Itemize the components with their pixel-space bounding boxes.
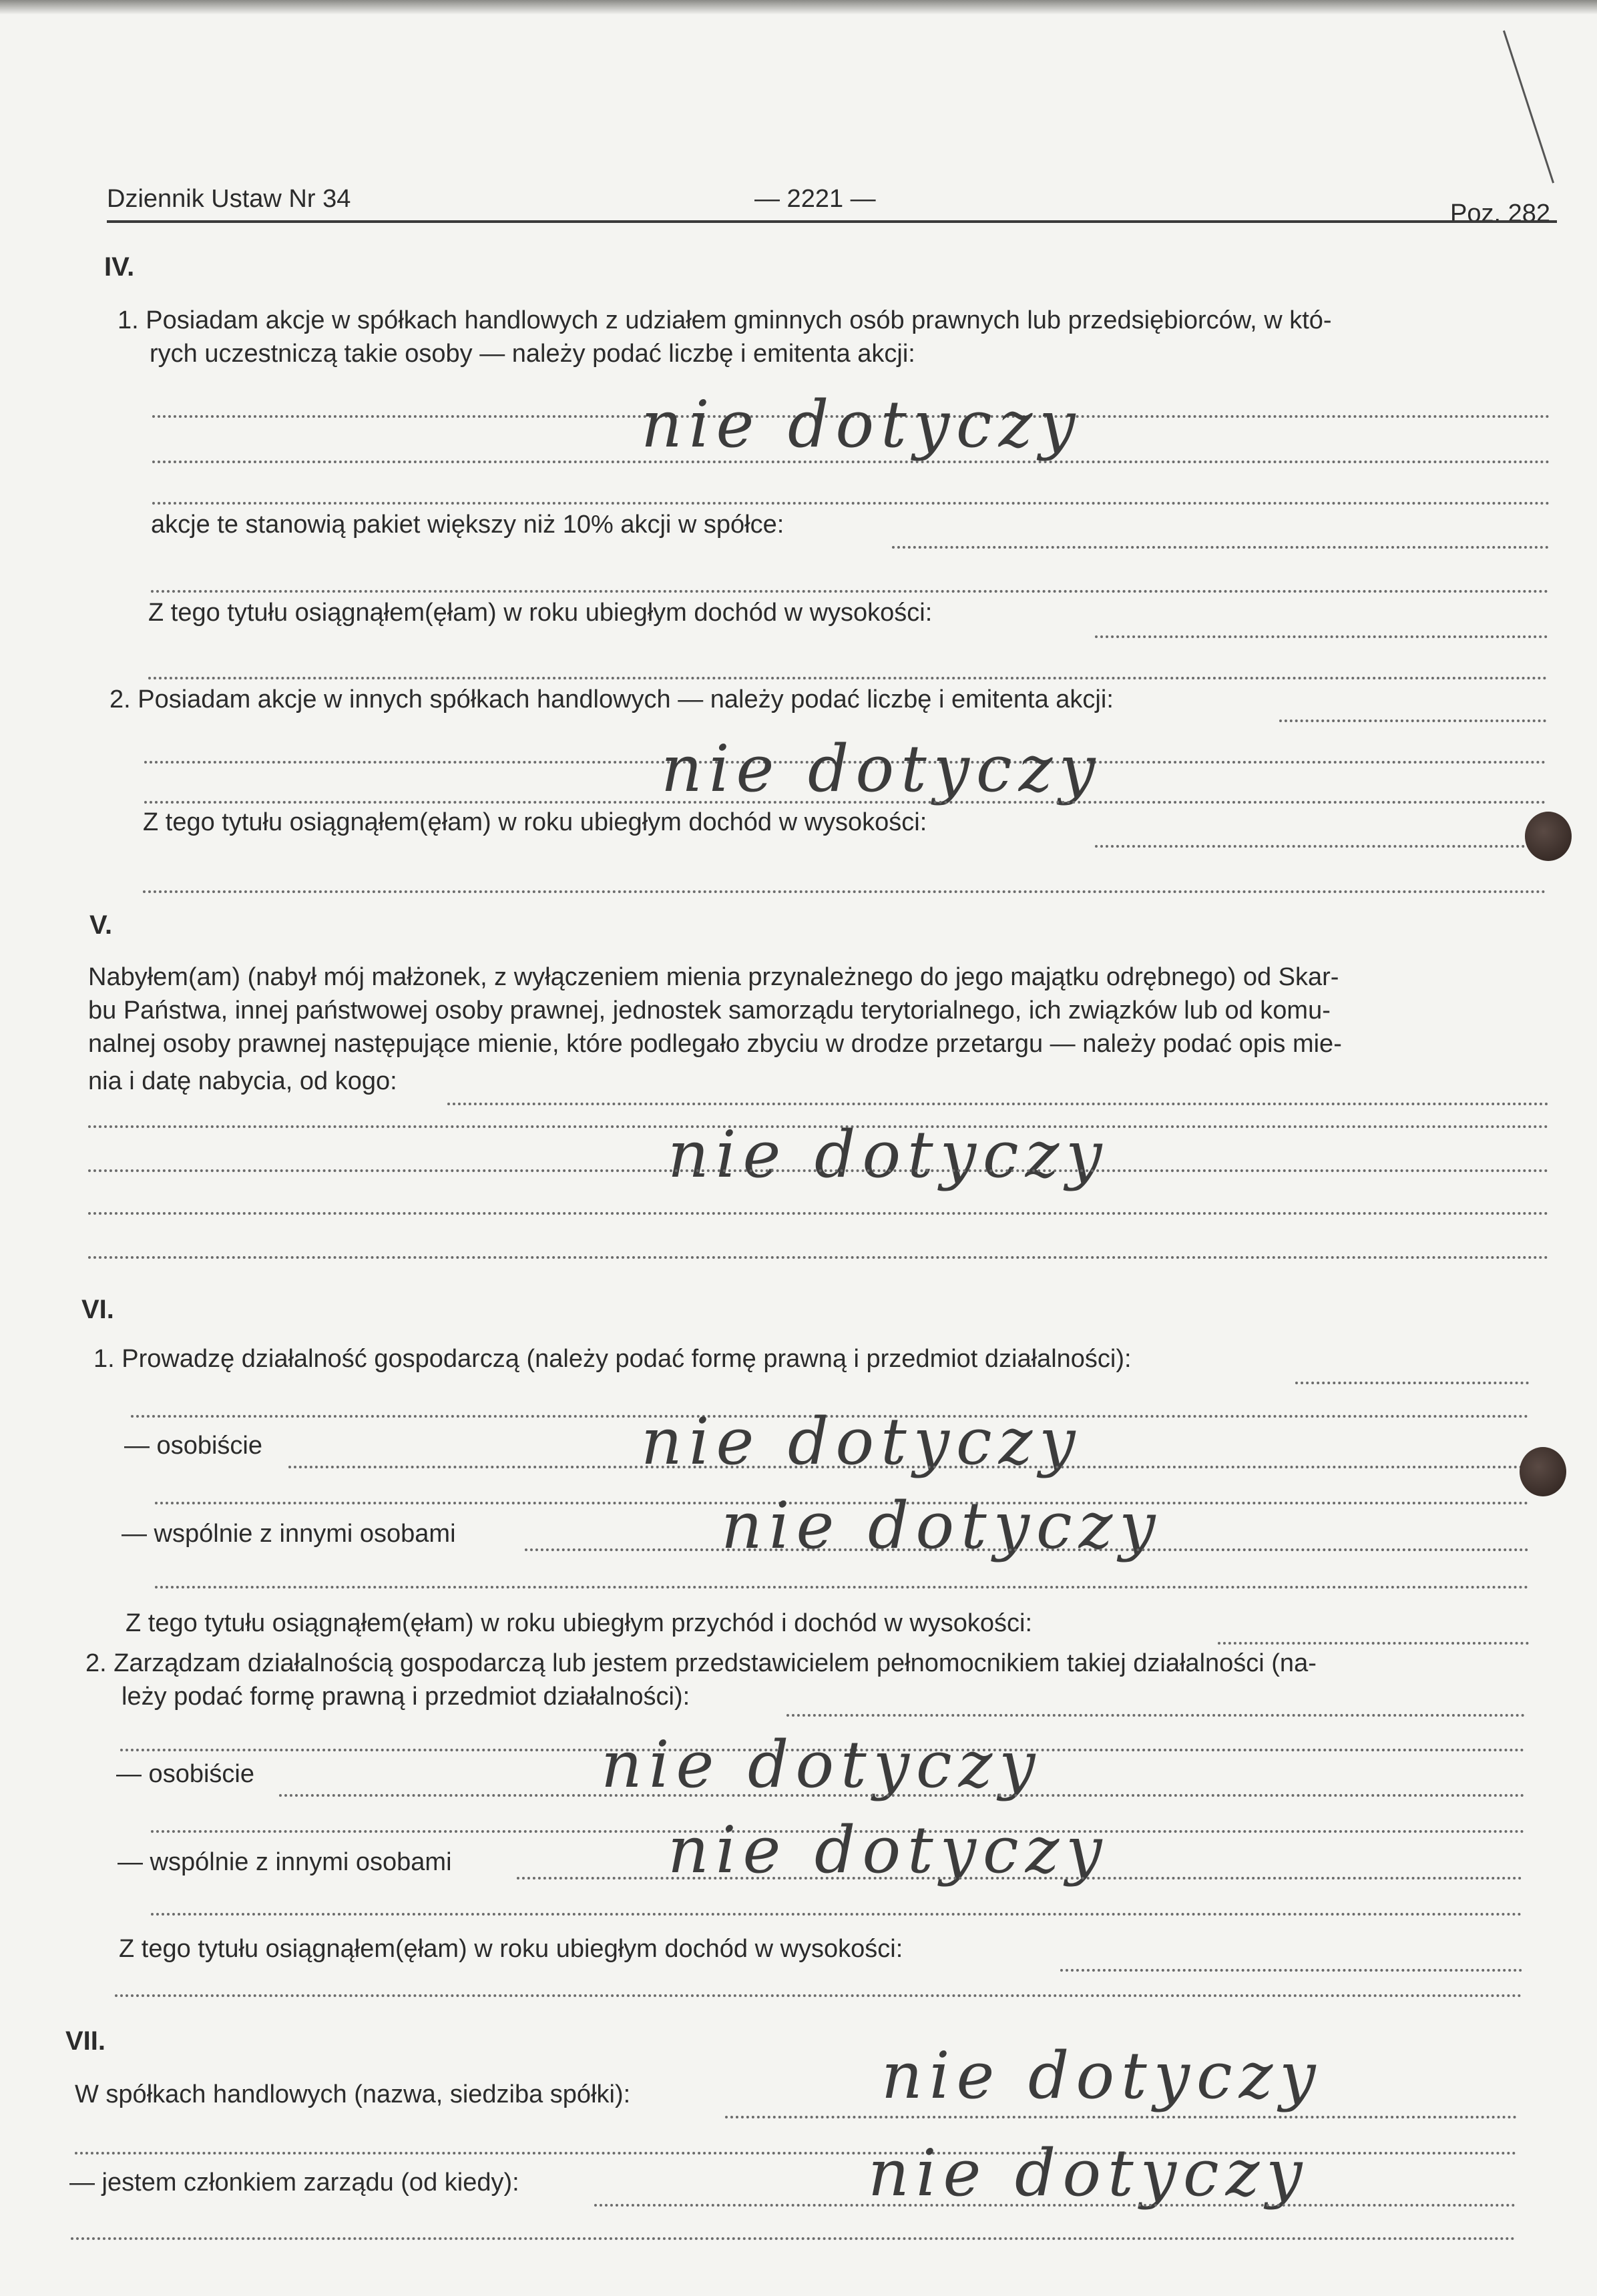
fill-line xyxy=(1218,1642,1529,1645)
fill-line xyxy=(447,1103,1549,1105)
section-v-line4: nia i datę nabycia, od kogo: xyxy=(88,1067,397,1095)
section-vi-item2-line1: 2. Zarządzam działalnością gospodarczą lub jestem przedstawicielem pełnomocnikiem takiej działalności (na- xyxy=(85,1649,1317,1677)
section-v-title: V. xyxy=(89,910,113,940)
handwritten-answer: nie dotyczy xyxy=(868,2136,1309,2211)
fill-line xyxy=(1060,1969,1522,1972)
income-label: Z tego tytułu osiągnąłem(ęłam) w roku ubiegłym przychód i dochód w wysokości: xyxy=(126,1609,1033,1637)
fill-line xyxy=(148,677,1548,679)
scan-top-shadow xyxy=(0,0,1597,15)
handwritten-answer: nie dotyczy xyxy=(721,1488,1162,1563)
fill-line xyxy=(1095,845,1546,848)
handwritten-answer: nie dotyczy xyxy=(601,1727,1042,1802)
income-label: Z tego tytułu osiągnąłem(ęłam) w roku ubiegłym dochód w wysokości: xyxy=(148,599,933,627)
journal-title: Dziennik Ustaw Nr 34 xyxy=(107,185,351,213)
fill-line xyxy=(88,1169,1549,1172)
fill-line xyxy=(517,1877,1522,1880)
fill-line xyxy=(786,1714,1525,1717)
fill-line xyxy=(144,801,1546,804)
fill-line xyxy=(151,1913,1522,1916)
fill-line xyxy=(152,461,1550,463)
board-label: — jestem członkiem zarządu (od kiedy): xyxy=(69,2169,519,2197)
section-v-line3: nalnej osoby prawnej następujące mienie, które podlegało zbyciu w drodze przetargu — należy podać opis mie- xyxy=(88,1030,1342,1058)
punch-hole xyxy=(1525,812,1572,861)
handwritten-answer: nie dotyczy xyxy=(668,1117,1109,1192)
fill-line xyxy=(152,502,1550,505)
section-iv-item2-label: 2. Posiadam akcje w innych spółkach handlowych — należy podać liczbę i emitenta akcji: xyxy=(109,685,1114,713)
personally-label: — osobiście xyxy=(116,1760,254,1788)
paper-edge-mark xyxy=(1503,30,1554,183)
header-rule xyxy=(107,220,1557,223)
income-label: Z tego tytułu osiągnąłem(ęłam) w roku ubiegłym dochód w wysokości: xyxy=(143,808,927,836)
section-vi-item1-label: 1. Prowadzę działalność gospodarczą (należy podać formę prawną i przedmiot działalności): xyxy=(93,1345,1132,1373)
section-iv-title: IV. xyxy=(104,252,135,282)
handwritten-answer: nie dotyczy xyxy=(881,2038,1323,2113)
packet-label: akcje te stanowią pakiet większy niż 10% akcji w spółce: xyxy=(151,511,784,539)
handwritten-answer: nie dotyczy xyxy=(641,387,1082,462)
handwritten-answer: nie dotyczy xyxy=(668,1813,1109,1888)
fill-line xyxy=(115,1994,1522,1997)
fill-line xyxy=(155,1586,1529,1589)
fill-line xyxy=(279,1794,1525,1797)
jointly-label: — wspólnie z innymi osobami xyxy=(118,1848,452,1876)
handwritten-answer: nie dotyczy xyxy=(641,1404,1082,1479)
fill-line xyxy=(88,1256,1549,1259)
fill-line xyxy=(1279,720,1546,722)
section-iv-item1-line1: 1. Posiadam akcje w spółkach handlowych z udziałem gminnych osób prawnych lub przedsiębiorców, w któ- xyxy=(118,306,1332,334)
fill-line xyxy=(288,1466,1529,1468)
section-vi-title: VI. xyxy=(81,1295,114,1324)
fill-line xyxy=(151,590,1549,593)
punch-hole xyxy=(1520,1447,1566,1496)
position-number: Poz. 282 xyxy=(1450,200,1550,228)
handwritten-answer: nie dotyczy xyxy=(661,732,1102,806)
fill-line xyxy=(1095,635,1548,638)
section-vii-title: VII. xyxy=(65,2026,106,2056)
fill-line xyxy=(143,890,1546,893)
section-v-line2: bu Państwa, innej państwowej osoby prawnej, jednostek samorządu terytorialnego, ich związków lub od komu- xyxy=(88,996,1331,1025)
personally-label: — osobiście xyxy=(124,1432,262,1460)
section-iv-item1-line2: rych uczestniczą takie osoby — należy podać liczbę i emitenta akcji: xyxy=(150,340,915,368)
income-label: Z tego tytułu osiągnąłem(ęłam) w roku ubiegłym dochód w wysokości: xyxy=(119,1935,903,1963)
fill-line xyxy=(725,2116,1517,2118)
jointly-label: — wspólnie z innymi osobami xyxy=(122,1520,456,1548)
companies-label: W spółkach handlowych (nazwa, siedziba spółki): xyxy=(75,2080,631,2108)
section-vi-item2-line2: leży podać formę prawną i przedmiot działalności): xyxy=(122,1683,690,1711)
page-number: — 2221 — xyxy=(754,185,876,213)
fill-line xyxy=(71,2237,1516,2240)
fill-line xyxy=(1295,1382,1529,1384)
fill-line xyxy=(892,546,1549,549)
fill-line xyxy=(594,2204,1516,2207)
fill-line xyxy=(525,1548,1529,1551)
fill-line xyxy=(88,1212,1549,1215)
section-v-line1: Nabyłem(am) (nabył mój małżonek, z wyłączeniem mienia przynależnego do jego majątku odrębnego) od Skar- xyxy=(88,963,1339,991)
